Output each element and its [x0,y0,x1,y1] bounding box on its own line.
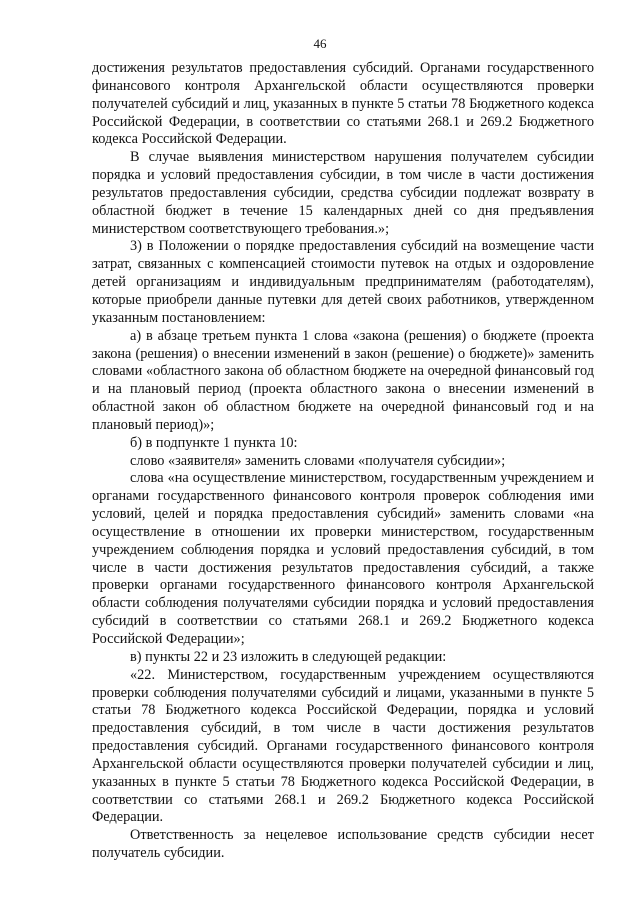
paragraph-4: а) в абзаце третьем пункта 1 слова «закона (решения) о бюджете (проекта закона (решения) о внесении изменений в закон (решение) о бюджете)» заменить словами «областного закона об областном бюджете на очередной финансовый год и на плановый период (проекта областного закона о внесении изменений в областной закон об областном бюджете на очередной финансовый год и на плановый период)»; [92,327,594,433]
paragraph-9: «22. Министерством, государственным учреждением осуществляются проверки соблюдения получателями субсидий и лицами, указанными в пункте 5 статьи 78 Бюджетного кодекса Российской Федерации, порядка и условий предоставления субсидий, в том числе в части достижения результатов предоставления субсидий. Органами государственного финансового контроля Архангельской области осуществляются проверки получателей субсидии и лиц, указанных в пункте 5 статьи 78 Бюджетного кодекса Российской Федерации, в соответствии со статьями 268.1 и 269.2 Бюджетного кодекса Российской Федерации. [92,666,594,826]
paragraph-5: б) в подпункте 1 пункта 10: [130,434,298,451]
paragraph-6: слово «заявителя» заменить словами «получателя субсидии»; [130,452,506,469]
paragraph-7: слова «на осуществление министерством, государственным учреждением и органами государственного финансового контроля проверок соблюдения ими условий, целей и порядка предоставления субсидий» заменить словами «на осуществление в отношении их проверки министерством, государственным учреждением соблюдения порядка и условий предоставления субсидий, в том числе в части достижения результатов предоставления субсидий, а также проверки органами государственного финансового контроля Архангельской области соблюдения получателями субсидии порядка и условий предоставления субсидий в соответствии со статьями 268.1 и 269.2 Бюджетного кодекса Российской Федерации»; [92,470,594,647]
paragraph-3: 3) в Положении о порядке предоставления субсидий на возмещение части затрат, связанных с компенсацией стоимости путевок на отдых и оздоровление детей организациям и индивидуальным предпринимателям (работодателям), которые приобрели данные путевки для детей своих работников, утвержденном указанным постановлением: [92,238,594,326]
paragraph-1: достижения результатов предоставления субсидий. Органами государственного финансового контроля Архангельской области осуществляются проверки получателей субсидий и лиц, указанных в пункте 5 статьи 78 Бюджетного кодекса Российской Федерации, в соответствии со статьями 268.1 и 269.2 Бюджетного кодекса Российской Федерации. [92,60,594,148]
paragraph-8: в) пункты 22 и 23 изложить в следующей редакции: [130,648,447,665]
document-body [92,60,594,863]
paragraph-2: В случае выявления министерством нарушения получателем субсидии порядка и условий предоставления субсидии, в том числе в части достижения результатов предоставления субсидии, средства субсидии подлежат возврату в областной бюджет в течение 15 календарных дней со дня предъявления министерством соответствующего требования.»; [92,149,594,237]
paragraph-10: Ответственность за нецелевое использование средств субсидии несет получатель субсидии. [92,827,594,862]
page-number: 46 [313,36,327,51]
